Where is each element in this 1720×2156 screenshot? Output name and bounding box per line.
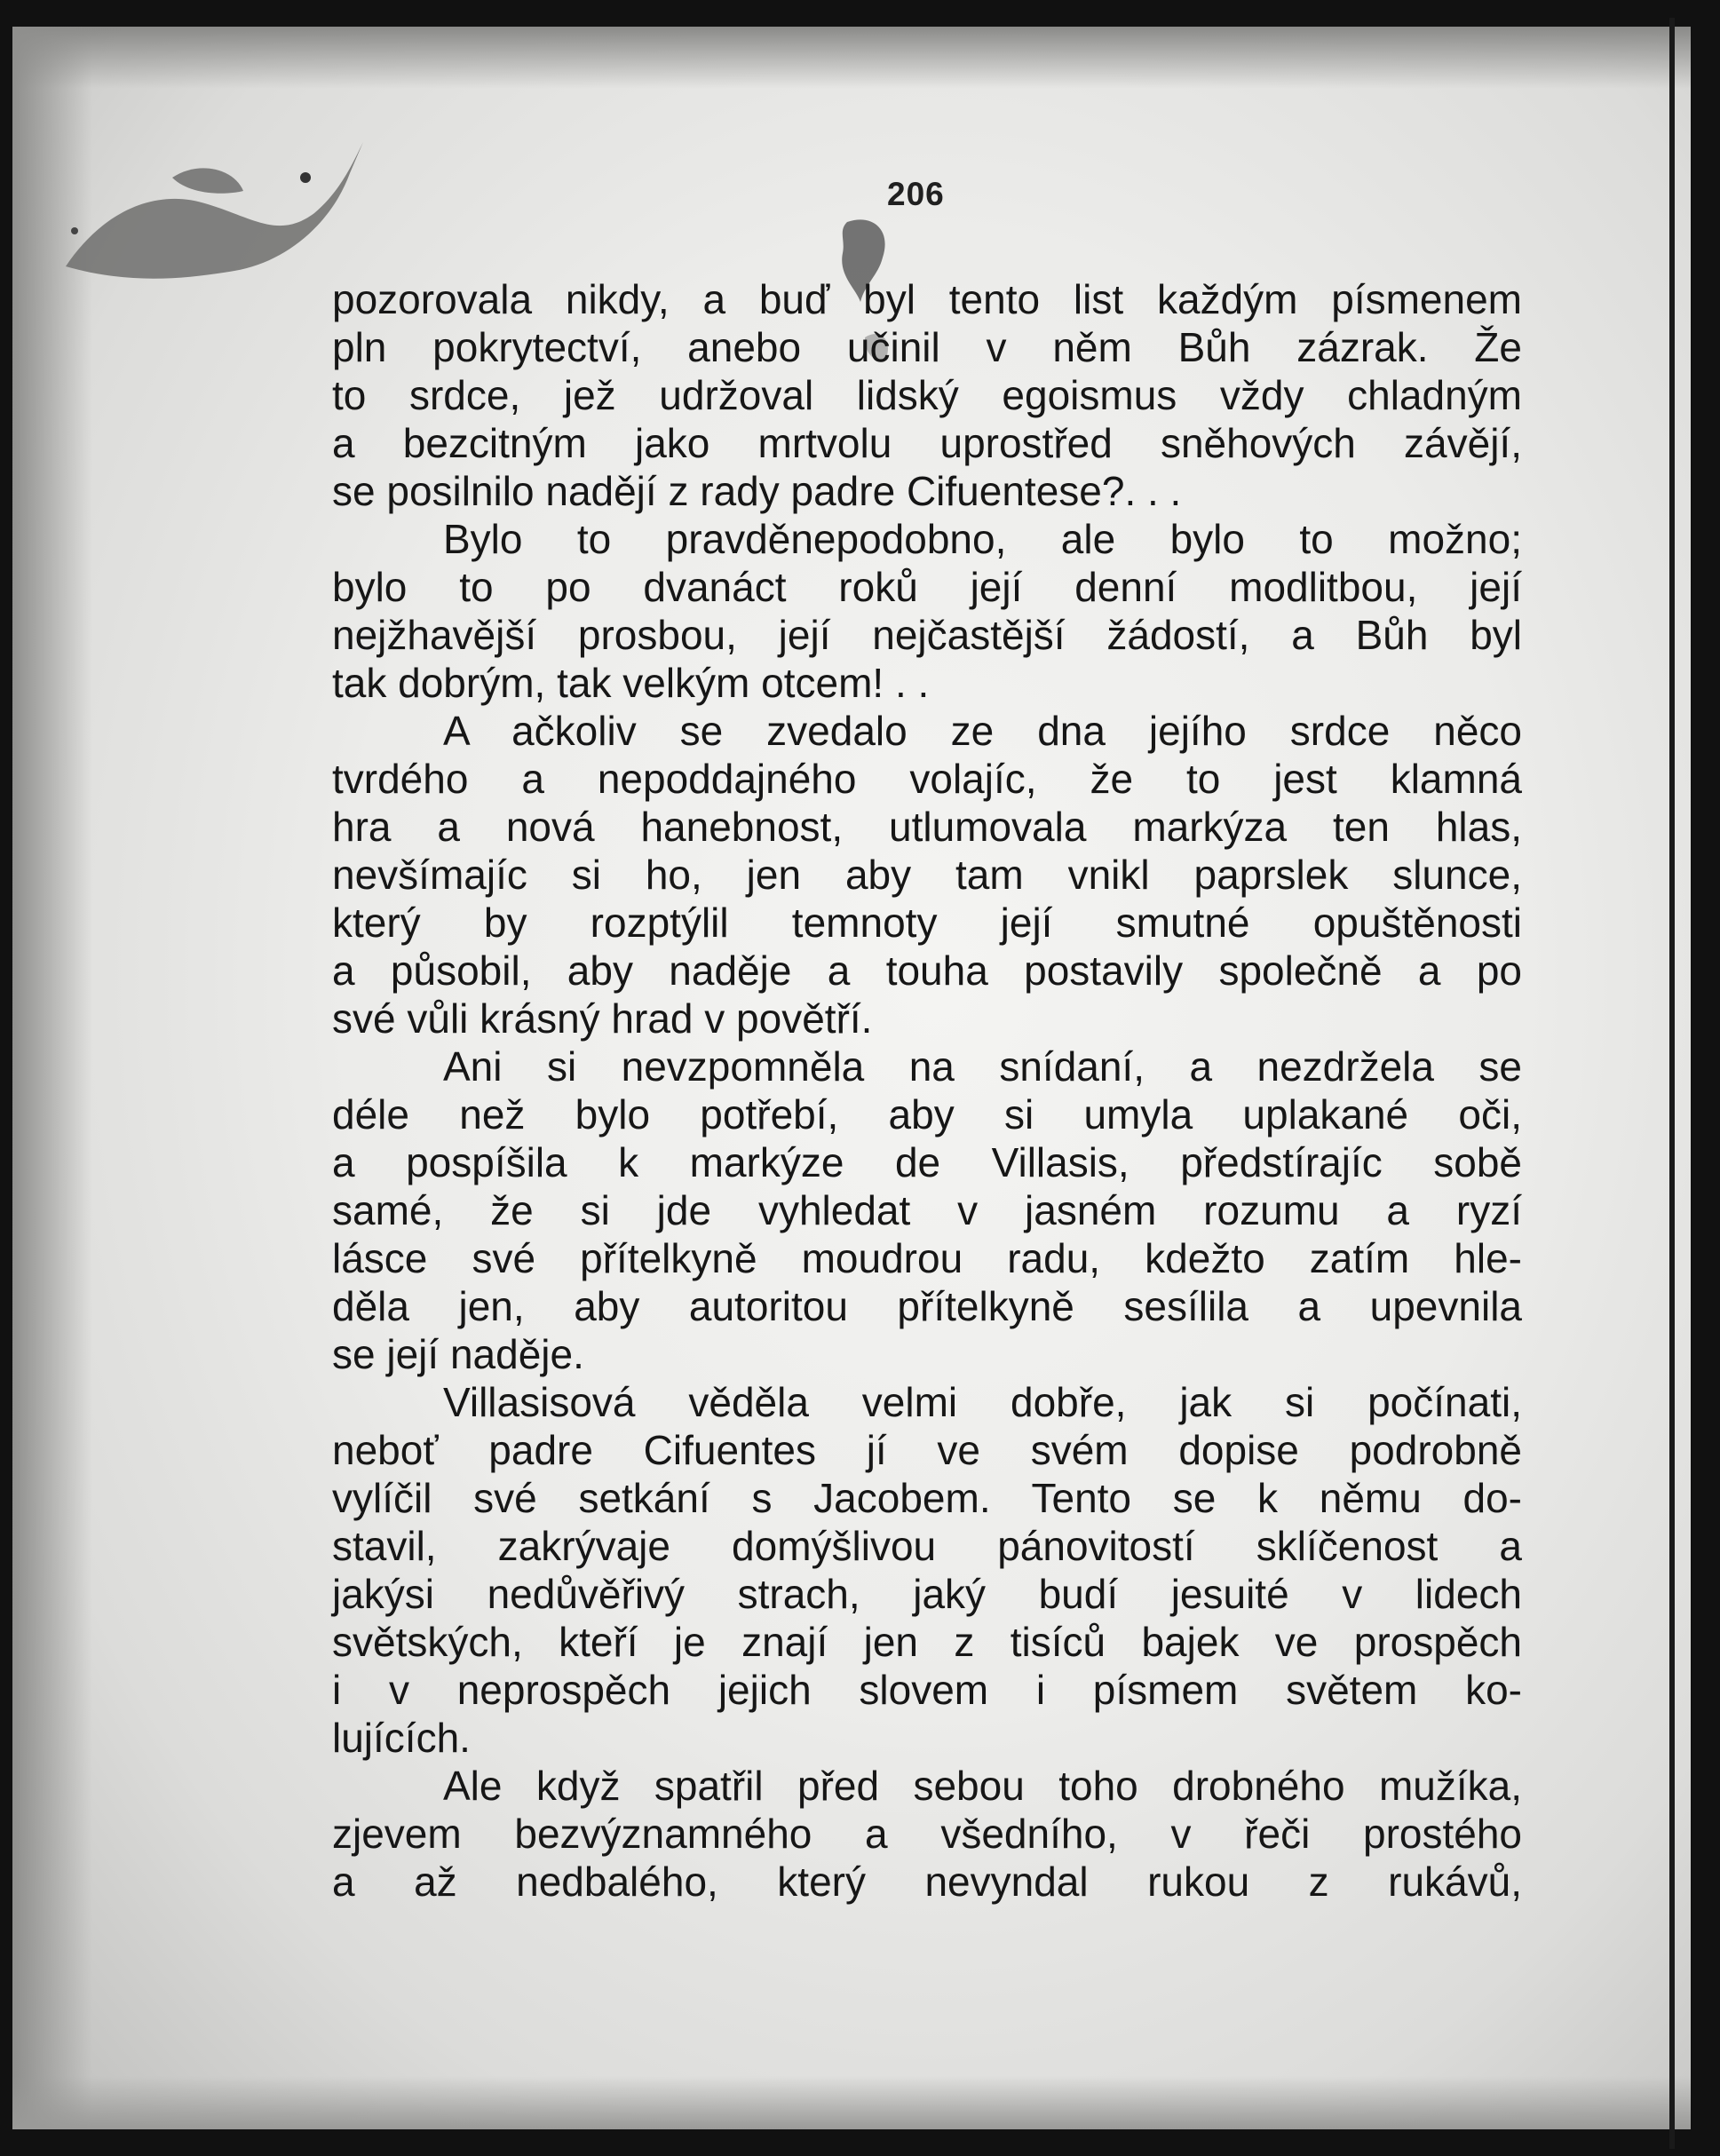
text-line: se její naděje. (332, 1331, 584, 1377)
edge-shadow-left (12, 27, 92, 2129)
text-line: a bezcitným jako mrtvolu uprostřed sněhových závějí, (332, 420, 1522, 466)
text-line: neboť padre Cifuentes jí ve svém dopise podrobně (332, 1427, 1522, 1473)
text-line: děla jen, aby autoritou přítelkyně sesílila a upevnila (332, 1283, 1522, 1329)
text-line: samé, že si jde vyhledat v jasném rozumu a ryzí (332, 1187, 1522, 1233)
text-line: i v neprospěch jejich slovem i písmem světem ko- (332, 1667, 1522, 1713)
text-line: lásce své přítelkyně moudrou radu, kdežto zatím hle- (332, 1235, 1522, 1281)
page-number: 206 (887, 176, 945, 212)
text-line: Bylo to pravděnepodobno, ale bylo to možno; (443, 516, 1522, 562)
ink-stain-top-left (48, 107, 368, 302)
text-line: své vůli krásný hrad v povětří. (332, 995, 873, 1042)
body-text (332, 275, 1522, 1906)
edge-shadow-bottom (12, 2076, 1691, 2129)
text-line: se posilnilo nadějí z rady padre Cifuentese?. . . (332, 468, 1182, 514)
text-line: a pospíšila k markýze de Villasis, předstírajíc sobě (332, 1139, 1522, 1185)
text-line: Ani si nevzpomněla na snídaní, a nezdržela se (443, 1043, 1522, 1090)
paper-sheet (12, 27, 1691, 2129)
text-line: stavil, zakrývaje domýšlivou pánovitostí sklíčenost a (332, 1523, 1522, 1569)
text-line: a působil, aby naděje a touha postavily společně a po (332, 947, 1522, 994)
text-line: pozorovala nikdy, a buď byl tento list každým písmenem (332, 276, 1522, 322)
text-line: Ale když spatřil před sebou toho drobného mužíka, (443, 1763, 1522, 1809)
text-line: vylíčil své setkání s Jacobem. Tento se k němu do- (332, 1475, 1522, 1521)
text-line: a až nedbalého, který nevyndal rukou z rukávů, (332, 1859, 1522, 1905)
text-line: lujících. (332, 1715, 471, 1761)
text-line: jakýsi nedůvěřivý strach, jaký budí jesuité v lidech (332, 1571, 1522, 1617)
text-line: to srdce, jež udržoval lidský egoismus vždy chladným (332, 372, 1522, 418)
text-line: nevšímajíc si ho, jen aby tam vnikl paprslek slunce, (332, 852, 1522, 898)
text-line: světských, kteří je znají jen z tisíců bajek ve prospěch (332, 1619, 1522, 1665)
text-line: A ačkoliv se zvedalo ze dna jejího srdce něco (443, 708, 1522, 754)
text-line: zjevem bezvýznamného a všedního, v řeči prostého (332, 1811, 1522, 1857)
text-line: hra a nová hanebnost, utlumovala markýza ten hlas, (332, 804, 1522, 850)
text-line: tvrdého a nepoddajného volajíc, že to jest klamná (332, 756, 1522, 802)
text-line: déle než bylo potřebí, aby si umyla uplakané oči, (332, 1091, 1522, 1137)
text-line: pln pokrytectví, anebo učinil v něm Bůh zázrak. Že (332, 324, 1522, 370)
binding-edge (1669, 18, 1675, 2149)
text-line: který by rozptýlil temnoty její smutné opuštěnosti (332, 900, 1522, 946)
text-line: tak dobrým, tak velkým otcem! . . (332, 660, 930, 706)
edge-shadow-top (12, 27, 1691, 89)
text-line: nejžhavější prosbou, její nejčastější žádostí, a Bůh byl (332, 612, 1522, 658)
text-line: Villasisová věděla velmi dobře, jak si počínati, (443, 1379, 1522, 1425)
text-line: bylo to po dvanáct roků její denní modlitbou, její (332, 564, 1522, 610)
